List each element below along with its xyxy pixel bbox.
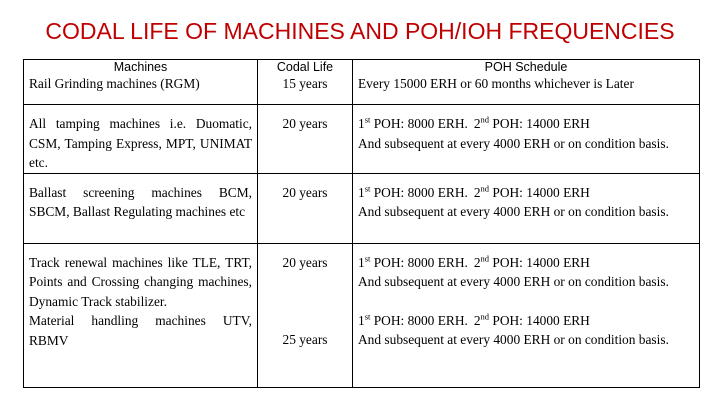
first-poh: 1st POH: 8000 ERH. bbox=[358, 114, 468, 131]
table-cell-schedule bbox=[353, 173, 700, 243]
table-cell-schedule bbox=[353, 105, 700, 174]
table-cell-codal-life: 20 years bbox=[258, 105, 353, 174]
table-row bbox=[24, 105, 700, 174]
header-codal-life: Codal Life bbox=[276, 60, 334, 74]
table-row bbox=[24, 60, 700, 105]
table-cell-codal-life bbox=[258, 243, 353, 387]
table-cell-schedule bbox=[353, 243, 700, 387]
table-cell-machine: All tamping machines i.e. Duomatic, CSM, Tamping Express, MPT, UNIMAT etc. bbox=[24, 105, 258, 174]
table-row bbox=[24, 243, 700, 387]
table-cell-machine bbox=[24, 60, 258, 105]
machine-text: Rail Grinding machines (RGM) bbox=[29, 76, 200, 91]
header-machines: Machines bbox=[113, 60, 168, 74]
poh-line bbox=[358, 253, 694, 273]
table-cell-machine bbox=[24, 243, 258, 387]
first-poh: 1st POH: 8000 ERH. bbox=[358, 183, 468, 200]
schedule-text: Every 15000 ERH or 60 months whichever is Later bbox=[358, 76, 634, 91]
continuation-text: And subsequent at every 4000 ERH or on condition basis. bbox=[358, 135, 669, 151]
table-cell-schedule bbox=[353, 60, 700, 105]
header-poh-schedule: POH Schedule bbox=[484, 60, 568, 74]
continuation-text: And subsequent at every 4000 ERH or on condition basis. bbox=[358, 274, 669, 289]
first-poh: 1st POH: 8000 ERH. bbox=[358, 311, 468, 328]
poh-line-extra bbox=[358, 311, 694, 331]
table-cell-codal-life: 20 years bbox=[258, 173, 353, 243]
second-poh: 2nd POH: 14000 ERH bbox=[473, 253, 590, 270]
second-poh: 2nd POH: 14000 ERH bbox=[473, 183, 590, 200]
codal-life-table bbox=[23, 59, 700, 388]
poh-line bbox=[358, 183, 694, 203]
machine-text-extra: Material handling machines UTV, RBMV bbox=[29, 313, 252, 348]
first-poh: 1st POH: 8000 ERH. bbox=[358, 253, 468, 270]
machine-text: Track renewal machines like TLE, TRT, Points and Crossing changing machines, Dynamic Track stabilizer. bbox=[29, 254, 252, 309]
continuation-text: And subsequent at every 4000 ERH or on condition basis. bbox=[358, 204, 669, 219]
table-cell-machine: Ballast screening machines BCM, SBCM, Ballast Regulating machines etc bbox=[24, 173, 258, 243]
poh-line bbox=[358, 114, 694, 134]
second-poh: 2nd POH: 14000 ERH bbox=[473, 311, 590, 328]
second-poh: 2nd POH: 14000 ERH bbox=[473, 114, 590, 131]
codal-life-value-extra: 25 years bbox=[282, 332, 328, 347]
codal-life-value: 15 years bbox=[282, 76, 328, 91]
slide-title: CODAL LIFE OF MACHINES AND POH/IOH FREQUENCIES bbox=[45, 18, 675, 44]
continuation-text-extra: And subsequent at every 4000 ERH or on condition basis. bbox=[358, 332, 669, 347]
table-cell-codal-life bbox=[258, 60, 353, 105]
codal-life-value: 20 years bbox=[282, 254, 328, 270]
table-row bbox=[24, 173, 700, 243]
